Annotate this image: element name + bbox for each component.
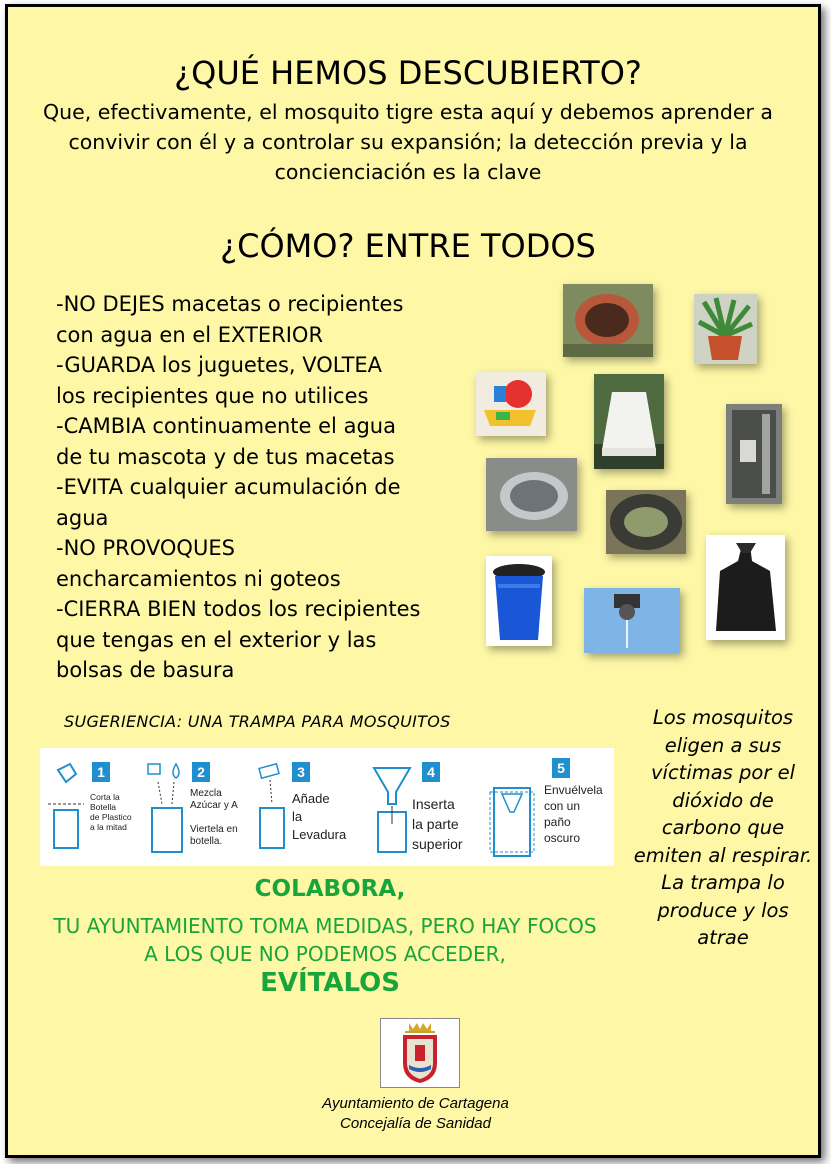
- side-line: atrae: [697, 926, 749, 949]
- side-line: víctimas por el: [651, 761, 795, 784]
- step-line: a la mitad: [90, 822, 127, 832]
- tip-line: -CIERRA BIEN todos los recipientes: [56, 597, 421, 621]
- intro-line: convivir con él y a controlar su expansión; la detección previa y la: [68, 130, 748, 154]
- step-number: 5: [552, 758, 570, 778]
- side-line: eligen a sus: [664, 733, 782, 757]
- tip-line: con agua en el EXTERIOR: [56, 322, 324, 347]
- step-line: Corta la: [90, 792, 120, 802]
- side-line: dióxido de: [672, 788, 774, 812]
- footer-line: Ayuntamiento de Cartagena: [322, 1095, 509, 1112]
- side-line: La trampa lo: [661, 871, 785, 894]
- beach-toys-photo: [476, 372, 546, 436]
- pet-water-bowl-photo: [486, 458, 577, 531]
- side-line: Los mosquitos: [652, 706, 794, 729]
- tip-line: agua: [56, 505, 109, 530]
- side-line: produce y los: [657, 898, 789, 922]
- step-line: la: [292, 809, 303, 824]
- step-line: Levadura: [292, 827, 347, 842]
- step-text: [190, 788, 238, 848]
- side-line: carbono que: [661, 816, 785, 839]
- tip-line: -NO PROVOQUES: [56, 536, 235, 560]
- tip-line: los recipientes que no utilices: [56, 383, 369, 408]
- step-number: 2: [192, 762, 210, 782]
- tip-line: -NO DEJES macetas o recipientes: [56, 292, 404, 316]
- side-note: [620, 704, 826, 952]
- suggestion-heading: SUGERIENCIA: UNA TRAMPA PARA MOSQUITOS: [64, 712, 451, 731]
- step-line: Botella: [90, 802, 116, 812]
- intro-line: concienciación es la clave: [274, 160, 542, 184]
- step-line: Inserta: [412, 796, 455, 812]
- blue-bin-photo: [486, 556, 552, 646]
- footer: [0, 1094, 831, 1134]
- side-line: emiten al respirar.: [633, 843, 813, 867]
- tip-line: que tengas en el exterior y las: [56, 627, 377, 652]
- step-line: [190, 812, 238, 824]
- step-text: [544, 782, 603, 846]
- step-1: [40, 748, 138, 866]
- garbage-bag-photo: [706, 535, 785, 640]
- coat-of-arms-logo: [380, 1018, 460, 1088]
- intro-paragraph: [10, 97, 806, 187]
- step-3: [248, 748, 362, 866]
- pour-sugar-icon: [144, 760, 188, 860]
- insert-funnel-icon: [370, 762, 414, 858]
- step-text: [90, 792, 132, 832]
- window-drain-photo: [726, 404, 782, 504]
- tip-line: -EVITA cualquier acumulación de: [56, 475, 401, 499]
- tip-line: de tu mascota y de tus macetas: [56, 444, 395, 469]
- step-text: [292, 790, 346, 844]
- tip-line: encharcamientos ni goteos: [56, 566, 341, 591]
- tips-list: [56, 289, 476, 686]
- step-line: oscuro: [544, 831, 581, 845]
- page-title: ¿QUÉ HEMOS DESCUBIERTO?: [174, 54, 642, 92]
- crest-icon: [381, 1019, 459, 1087]
- cut-bottle-icon: [48, 760, 84, 856]
- step-line: con un: [544, 799, 581, 813]
- evitalos-heading: EVÍTALOS: [260, 968, 400, 998]
- step-5: [476, 748, 614, 866]
- step-line: paño: [544, 815, 571, 829]
- footer-line: Concejalía de Sanidad: [340, 1115, 491, 1132]
- focos-line: A LOS QUE NO PODEMOS ACCEDER,: [144, 942, 506, 966]
- colabora-heading: COLABORA,: [254, 876, 406, 902]
- step-text: [412, 794, 463, 854]
- intro-line: Que, efectivamente, el mosquito tigre esta aquí y debemos aprender a: [43, 100, 773, 124]
- tip-line: -GUARDA los juguetes, VOLTEA: [56, 353, 383, 377]
- add-yeast-icon: [254, 760, 290, 856]
- potted-plant-photo: [694, 294, 757, 364]
- step-line: la parte: [412, 816, 459, 832]
- step-number: 3: [292, 762, 310, 782]
- step-line: Añade: [292, 791, 330, 806]
- step-line: Viertela en: [190, 824, 238, 835]
- step-line: Envuélvela: [544, 783, 603, 797]
- step-number: 4: [422, 762, 440, 782]
- tip-line: -CAMBIA continuamente el agua: [56, 414, 396, 438]
- focos-line: TU AYUNTAMIENTO TOMA MEDIDAS, PERO HAY FOCOS: [53, 914, 597, 938]
- old-tire-photo: [606, 490, 686, 554]
- step-2: [136, 748, 250, 866]
- wrap-trap-icon: [486, 782, 538, 862]
- section-heading: ¿CÓMO? ENTRE TODOS: [220, 227, 596, 265]
- step-line: de Plastico: [90, 812, 132, 822]
- step-line: superior: [412, 836, 463, 852]
- tip-line: bolsas de basura: [56, 658, 235, 682]
- focos-text: [10, 912, 640, 968]
- upturned-pot-photo: [594, 374, 664, 469]
- step-line: Mezcla: [190, 788, 222, 799]
- step-number: 1: [92, 762, 110, 782]
- terracotta-pot-photo: [563, 284, 653, 357]
- step-line: Azúcar y A: [190, 800, 238, 811]
- step-4: [360, 748, 478, 866]
- dripping-tap-photo: [584, 588, 680, 653]
- step-line: botella.: [190, 836, 223, 847]
- trap-steps-strip: [40, 748, 614, 866]
